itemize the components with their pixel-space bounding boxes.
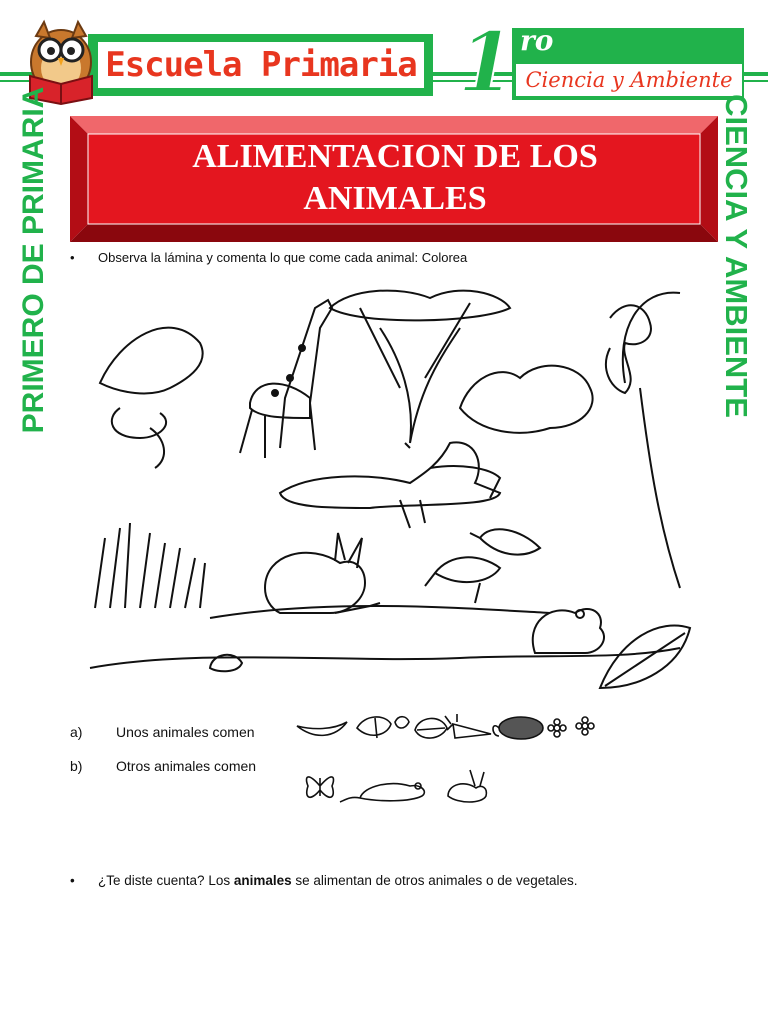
- animal-foods-illustration: [300, 766, 500, 808]
- banana-icon: [297, 722, 347, 735]
- bullet: •: [70, 873, 75, 888]
- page-title: [100, 132, 690, 224]
- instruction-line: [70, 250, 467, 265]
- grade-number: 1: [458, 15, 516, 111]
- flower-icon: [548, 719, 566, 737]
- school-title: Escuela Primaria: [105, 45, 417, 85]
- side-label-left-text: PRIMERO DE PRIMARIA: [17, 86, 50, 434]
- item-a-row: [70, 724, 255, 740]
- mouse-icon: [340, 783, 424, 802]
- rabbit-icon: [448, 770, 486, 802]
- flower-icon: [576, 717, 594, 735]
- subject-title: Ciencia y Ambiente: [525, 68, 733, 92]
- butterfly-icon: [307, 777, 334, 797]
- conclusion-text-end: se alimentan de otros animales o de vegetales.: [291, 873, 578, 888]
- page-title-line2: ANIMALES: [303, 180, 487, 217]
- item-b-row: [70, 758, 256, 774]
- item-a-text: Unos animales comen: [116, 724, 255, 740]
- leaf-icon: [415, 718, 447, 738]
- corn-icon: [493, 717, 543, 739]
- conclusion-line: [70, 873, 578, 888]
- plant-foods-illustration: [295, 710, 615, 746]
- side-label-left: [10, 86, 58, 434]
- grade-suffix: ro: [520, 24, 554, 57]
- side-label-right-text: CIENCIA Y AMBIENTE: [719, 94, 754, 418]
- side-label-right: [712, 94, 760, 418]
- carrot-icon: [445, 714, 491, 738]
- item-a-label: a): [70, 724, 83, 740]
- instruction-text: Observa la lámina y comenta lo que come cada animal: Colorea: [98, 250, 468, 265]
- item-b-label: b): [70, 758, 83, 774]
- conclusion-text-bold: animales: [233, 873, 292, 888]
- page-title-line1: ALIMENTACION DE LOS: [192, 138, 598, 175]
- bullet: •: [70, 250, 75, 265]
- animals-scene-illustration: [80, 268, 692, 704]
- item-b-text: Otros animales comen: [116, 758, 257, 774]
- conclusion-text-start: ¿Te diste cuenta? Los: [98, 873, 234, 888]
- leaves-icon: [357, 717, 409, 738]
